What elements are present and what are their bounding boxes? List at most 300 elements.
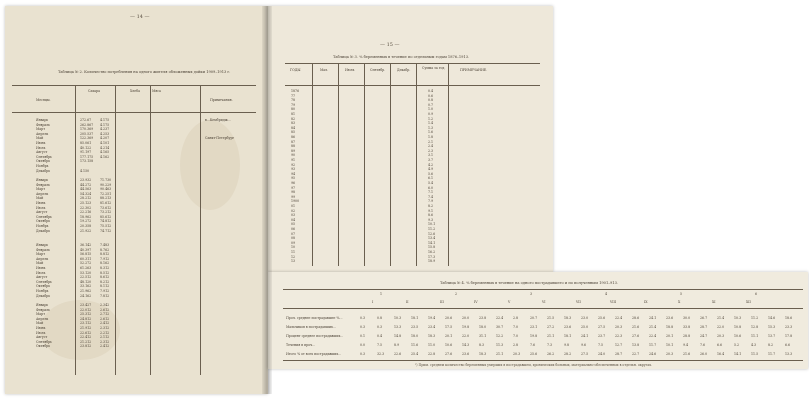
year-label: 01 xyxy=(291,204,296,208)
group-header: 6 xyxy=(755,292,758,296)
year-label: 86 xyxy=(291,135,296,139)
month-label: Июнь xyxy=(36,201,46,205)
year-label: 82 xyxy=(291,116,296,121)
year-label: 04 xyxy=(291,217,296,222)
table-cell: 24.812 xyxy=(80,316,92,321)
table-cell: 2.112 xyxy=(100,335,110,340)
table-cell: 205.537 xyxy=(80,131,94,136)
table-cell: 25.6 xyxy=(598,316,606,320)
month-label: Сентябрь xyxy=(36,279,52,284)
table-cell: 11.1 xyxy=(751,334,759,338)
year-label: 83 xyxy=(291,121,296,126)
mid-header-4: Декабр. xyxy=(397,68,411,72)
sum-cell: 17.3 xyxy=(428,254,436,259)
sum-cell: 14.1 xyxy=(428,240,436,245)
table-vrule xyxy=(312,63,313,266)
table-cell: 4.165 xyxy=(100,150,110,155)
table-cell: 21.912 xyxy=(80,326,92,330)
year-label: 97 xyxy=(291,185,296,190)
sum-cell: 1.4 xyxy=(428,121,434,126)
table-rule xyxy=(283,289,803,290)
table-cell: 19.4 xyxy=(428,316,436,320)
table-cell: 10.3 xyxy=(394,316,402,320)
sum-cell: 1.2 xyxy=(428,116,434,121)
year-label: 79 xyxy=(291,102,296,107)
month-label: Январь xyxy=(36,178,49,182)
left-header-notes: Примечания. xyxy=(210,98,233,102)
table-cell: 18.8 xyxy=(666,325,674,329)
table-cell: 21.922 xyxy=(80,228,92,233)
table-rule xyxy=(285,85,540,86)
note-cell: в...Кембридж... xyxy=(205,118,231,122)
sum-cell: 4.9 xyxy=(428,167,434,172)
table-cell: 18.1 xyxy=(564,334,572,338)
month-label: Июль xyxy=(36,205,46,210)
sum-cell: 18.9 xyxy=(428,259,436,264)
month-label: Ноябрь xyxy=(36,164,49,168)
sum-cell: 7.9 xyxy=(428,199,434,204)
table-cell: 20.1 xyxy=(445,334,453,338)
table-cell: 14.3 xyxy=(462,343,470,347)
year-label: 06 xyxy=(291,227,296,231)
table-cell: 2.312 xyxy=(100,326,110,330)
table-cell: 2.212 xyxy=(100,330,110,335)
table-cell: 13.3 xyxy=(394,325,402,329)
table-cell: 9.4 xyxy=(683,343,689,347)
table-cell: 8.812 xyxy=(100,252,110,257)
table-cell: 19.8 xyxy=(462,325,470,329)
row-label: Процент среднее пострадавших... xyxy=(286,334,344,338)
table-cell: 24.1 xyxy=(649,316,657,320)
table-cell: 30.0 xyxy=(683,316,691,320)
table-cell: 24.1 xyxy=(581,334,589,338)
table-cell: 90.229 xyxy=(100,182,112,187)
table-cell: 23.112 xyxy=(80,321,92,326)
mid-header-sum: Сумма за год. xyxy=(422,66,446,70)
table-cell: 22.0 xyxy=(462,334,470,338)
table-cell: 24.7 xyxy=(700,334,708,338)
sum-cell: 0.9 xyxy=(428,112,434,116)
table-cell: 11.7 xyxy=(768,352,776,356)
row-label: Итого % от всех пострадавших... xyxy=(286,352,342,356)
month-label: Сентябрь xyxy=(36,339,52,344)
column-header: X xyxy=(678,300,681,304)
sum-cell: 10.1 xyxy=(428,222,436,227)
table-cell: 2.8 xyxy=(513,316,519,320)
group-header: 4 xyxy=(605,292,608,296)
group-header: 5 xyxy=(680,292,683,296)
month-label: Июль xyxy=(36,270,46,275)
table-cell: 22.612 xyxy=(80,330,92,335)
table-cell: 14.1 xyxy=(734,352,742,356)
table-cell: 18.3 xyxy=(428,334,436,338)
book-gutter xyxy=(262,6,272,394)
table-cell: 23.8 xyxy=(479,316,487,320)
table-cell: 48.120 xyxy=(80,279,92,284)
table-cell: 9.6 xyxy=(581,343,587,347)
table-cell: 14.8 xyxy=(394,334,402,338)
year-label: 95 xyxy=(291,176,296,181)
table-cell: 8.112 xyxy=(100,284,110,289)
month-label: Февраль xyxy=(36,182,51,187)
year-label: 11 xyxy=(291,250,296,254)
fold-footnote: ¹) Прим. среднем количество беременных умерших в пострадавшем, хронических больных, материально-обеспеченных в отдельн. округах. xyxy=(415,363,653,367)
table-cell: 0.3 xyxy=(360,325,366,329)
month-label: Май xyxy=(36,136,44,141)
table-cell: 25.4 xyxy=(411,352,419,356)
table-cell: 20.7 xyxy=(530,316,538,320)
table-cell: 26.2 xyxy=(547,352,555,356)
table-cell: 20.3 xyxy=(513,352,521,356)
table-cell: 20.3 xyxy=(717,334,725,338)
table-cell: 54.324 xyxy=(80,191,92,196)
table-cell: 12.7 xyxy=(615,343,623,347)
table-vrule xyxy=(115,85,116,375)
month-label: Март xyxy=(36,187,45,192)
table-cell: 8.212 xyxy=(100,279,110,284)
table-cell: 11.7 xyxy=(649,343,657,347)
table-cell: 7.6 xyxy=(530,343,536,347)
table-cell: 22.302 xyxy=(80,205,92,210)
table-cell: 4.162 xyxy=(100,154,110,159)
table-cell: 81.612 xyxy=(100,201,112,205)
table-cell: 23.1 xyxy=(530,325,538,329)
month-label: Декабрь xyxy=(36,293,51,298)
month-label: Февраль xyxy=(36,247,51,252)
table-cell: 4.207 xyxy=(100,136,110,141)
table-cell: 22.8 xyxy=(428,352,436,356)
table-vrule xyxy=(448,63,449,266)
table-cell: 11.5 xyxy=(751,352,759,356)
table-cell: 13.8 xyxy=(632,343,640,347)
table-cell: 40.122 xyxy=(80,145,92,150)
year-label: 99 xyxy=(291,194,296,199)
table-cell: 122.369 xyxy=(80,136,94,141)
table-cell: 26.7 xyxy=(700,316,708,320)
year-label: 81 xyxy=(291,112,296,116)
table-cell: 7.6 xyxy=(700,343,706,347)
month-label: Август xyxy=(36,275,48,280)
table-cell: 0.1 xyxy=(360,334,366,338)
left-header-sugar: Сахара xyxy=(88,89,100,93)
table-cell: 7.3 xyxy=(547,343,553,347)
left-table-title: Таблица № 2. Количество потребления на одного жителя обложенных дойки 1909–1913 г. xyxy=(58,70,231,74)
year-label: 87 xyxy=(291,139,296,144)
table-cell: 8.762 xyxy=(100,247,110,252)
table-cell: 0.3 xyxy=(360,352,366,356)
sum-cell: 0.6 xyxy=(428,93,434,98)
column-header: I xyxy=(372,300,374,304)
month-label: Ноябрь xyxy=(36,289,49,293)
table-cell: 2.342 xyxy=(100,303,110,307)
year-label: 1900 xyxy=(291,199,300,204)
month-label: Июнь xyxy=(36,326,46,330)
table-cell: 30.7 xyxy=(496,325,504,329)
table-cell: 20.0 xyxy=(462,316,470,320)
table-cell: 13.3 xyxy=(785,352,793,356)
month-label: Апрель xyxy=(36,131,49,136)
table-cell: 22.216 xyxy=(80,210,92,215)
table-vrule xyxy=(390,63,391,266)
row-label: Мальчиков в пострадавших... xyxy=(286,325,336,329)
table-cell: 2.712 xyxy=(100,312,110,317)
table-cell: 23.812 xyxy=(80,344,92,349)
table-cell: 27.5 xyxy=(598,325,606,329)
table-cell: 12.8 xyxy=(751,325,759,329)
left-header-meat: Мяса xyxy=(152,89,161,93)
table-rule xyxy=(12,112,256,113)
table-cell: 6.6 xyxy=(785,343,791,347)
table-cell: 0.3 xyxy=(360,316,366,320)
foldout-page xyxy=(268,272,808,369)
table-cell: 33.162 xyxy=(80,284,92,289)
table-cell: 9.8 xyxy=(564,343,570,347)
column-header: VII xyxy=(576,300,581,304)
table-cell: 173.158 xyxy=(80,159,94,164)
column-header: VI xyxy=(542,300,546,304)
table-cell: 21.5 xyxy=(547,316,555,320)
group-header: 3 xyxy=(530,292,533,296)
table-cell: 10.6 xyxy=(445,343,453,347)
year-label: 93 xyxy=(291,167,296,172)
year-label: 10 xyxy=(291,245,296,250)
table-cell: 22.6 xyxy=(394,352,402,356)
table-cell: 28.6 xyxy=(632,316,640,320)
table-cell: 4.101 xyxy=(100,141,110,145)
table-cell: 21.4 xyxy=(717,316,725,320)
table-cell: 28.2 xyxy=(564,352,572,356)
table-cell: 22.412 xyxy=(80,335,92,340)
middle-table-title: Таблица № 3. % беременных в течение по отдельным годам 1876–1913. xyxy=(333,55,470,59)
table-cell: 7.5 xyxy=(377,343,383,347)
table-cell: 21.6 xyxy=(683,352,691,356)
table-cell: 8.2 xyxy=(768,343,774,347)
table-cell: 19.8 xyxy=(530,334,538,338)
table-cell: 18.1 xyxy=(411,316,419,320)
month-label: Август xyxy=(36,335,48,340)
table-cell: 11.2 xyxy=(751,316,759,320)
month-label: Октябрь xyxy=(36,284,51,289)
group-header: 1 xyxy=(380,292,383,296)
table-cell: 7.812 xyxy=(100,293,110,298)
table-vrule xyxy=(338,63,339,266)
table-cell: 4.3 xyxy=(751,343,757,347)
table-cell: 23.6 xyxy=(666,316,674,320)
table-cell: 0.0 xyxy=(360,343,366,347)
month-label: Октябрь xyxy=(36,159,51,164)
sum-cell: 15.8 xyxy=(428,245,436,250)
table-cell: 18.6 xyxy=(785,316,793,320)
table-cell: 72.251 xyxy=(100,191,112,196)
sum-cell: 3.7 xyxy=(428,158,434,162)
month-label: Декабрь xyxy=(36,228,51,233)
month-label: Ноябрь xyxy=(36,224,49,228)
table-rule xyxy=(285,63,540,64)
year-label: 96 xyxy=(291,181,296,185)
sum-cell: 3.1 xyxy=(428,153,434,158)
table-cell: 74.812 xyxy=(100,219,112,224)
table-cell: 22.3 xyxy=(615,334,623,338)
sum-cell: 6.0 xyxy=(428,185,434,190)
table-cell: 23.4 xyxy=(428,325,436,329)
column-header: IX xyxy=(644,300,648,304)
table-cell: 73.612 xyxy=(100,205,112,210)
year-label: 98 xyxy=(291,190,296,195)
table-cell: 24.0 xyxy=(598,352,606,356)
table-cell: 170.369 xyxy=(80,127,94,132)
year-label: 09 xyxy=(291,240,296,245)
sum-cell: 12.6 xyxy=(428,231,436,236)
column-header: III xyxy=(440,300,444,304)
sum-cell: 7.1 xyxy=(428,190,434,195)
table-cell: 7.5 xyxy=(598,343,604,347)
table-cell: 0.4 xyxy=(377,334,383,338)
month-label: Сентябрь xyxy=(36,214,52,219)
table-cell: 10.1 xyxy=(666,343,674,347)
month-label: Июль xyxy=(36,330,46,335)
sum-cell: 1.0 xyxy=(428,107,434,112)
table-cell: 22.4 xyxy=(615,316,623,320)
table-cell: 8.9 xyxy=(394,343,400,347)
table-cell: 21.1 xyxy=(547,334,555,338)
table-cell: 21.212 xyxy=(80,339,92,344)
table-cell: 26.0 xyxy=(700,352,708,356)
table-vrule xyxy=(200,85,201,375)
table-cell: 272.67 xyxy=(80,118,92,122)
year-label: 07 xyxy=(291,231,296,236)
table-cell: 8.312 xyxy=(100,266,110,270)
left-header-months: Месяцы. xyxy=(36,98,51,102)
year-label: 1876 xyxy=(291,89,300,93)
table-vrule xyxy=(416,63,417,266)
year-label: 92 xyxy=(291,162,296,167)
table-cell: 85.612 xyxy=(100,214,112,219)
year-label: 89 xyxy=(291,148,296,153)
table-cell: 22.4 xyxy=(496,316,504,320)
table-cell: 20.3 xyxy=(666,352,674,356)
table-cell: 7.912 xyxy=(100,289,110,293)
table-cell: 25.312 xyxy=(80,312,92,317)
table-cell: 10.8 xyxy=(734,325,742,329)
table-cell: 12.2 xyxy=(496,334,504,338)
middle-page xyxy=(268,6,553,272)
year-label: 94 xyxy=(291,171,296,176)
month-label: Октябрь xyxy=(36,219,51,224)
column-header: II xyxy=(406,300,409,304)
table-cell: 27.5 xyxy=(581,352,589,356)
sum-cell: 6.1 xyxy=(428,176,434,181)
table-cell: 2.612 xyxy=(100,307,110,312)
table-cell: 6.6 xyxy=(717,343,723,347)
table-cell: 23.6 xyxy=(564,325,572,329)
month-label: Январь xyxy=(36,243,49,247)
column-header: XI xyxy=(712,300,716,304)
note-cell: Санкт-Петербург xyxy=(205,136,235,141)
table-cell: 4.175 xyxy=(100,122,110,127)
table-cell: 11.3 xyxy=(496,343,504,347)
year-label: 85 xyxy=(291,130,296,135)
month-label: Март xyxy=(36,127,45,132)
table-cell: 22.4 xyxy=(649,334,657,338)
table-cell: 7.483 xyxy=(100,243,110,247)
month-label: Январь xyxy=(36,118,49,122)
month-label: Май xyxy=(36,196,44,201)
table-cell: 22.512 xyxy=(80,275,92,280)
year-label: 12 xyxy=(291,254,296,259)
mid-header-3: Сентябр. xyxy=(370,68,386,72)
year-label: 13 xyxy=(291,259,296,264)
middle-page-number: — 15 — xyxy=(380,42,400,48)
table-cell: 8.512 xyxy=(100,270,110,275)
table-cell: 7.0 xyxy=(513,325,519,329)
sum-cell: 0.4 xyxy=(428,89,434,93)
table-cell: 24.162 xyxy=(80,293,92,298)
month-label: Июнь xyxy=(36,141,46,145)
year-label: 02 xyxy=(291,208,296,213)
month-label: Июль xyxy=(36,145,46,150)
table-cell: 16.4 xyxy=(717,352,725,356)
column-header: V xyxy=(508,300,511,304)
table-cell: 2.412 xyxy=(100,321,110,326)
table-cell: 28.7 xyxy=(615,352,623,356)
table-cell: 13.7 xyxy=(768,334,776,338)
row-label: Проч. среднее пострадавшее %... xyxy=(286,316,343,320)
table-cell: 25.0 xyxy=(581,325,589,329)
table-cell: 10.6 xyxy=(734,334,742,338)
sum-cell: 2.3 xyxy=(428,148,434,153)
sum-cell: 13.4 xyxy=(428,236,436,241)
table-cell: 8.3 xyxy=(479,343,485,347)
table-cell: 90.463 xyxy=(100,187,112,192)
sum-cell: 1.3 xyxy=(428,125,434,130)
table-cell: 23.6 xyxy=(462,352,470,356)
sum-cell: 5.4 xyxy=(428,181,434,185)
table-cell: 23.3 xyxy=(785,325,793,329)
year-label: 08 xyxy=(291,236,296,241)
table-cell: 7.912 xyxy=(100,256,110,261)
month-label: Октябрь xyxy=(36,344,51,349)
table-cell: 27.6 xyxy=(632,334,640,338)
table-cell: 28.8 xyxy=(683,334,691,338)
table-cell: 61.263 xyxy=(80,266,92,270)
year-label: 88 xyxy=(291,144,296,149)
table-cell: 0.8 xyxy=(377,316,383,320)
table-cell: 23.427 xyxy=(80,303,92,307)
table-cell: 21.1 xyxy=(496,352,504,356)
table-cell: 7.0 xyxy=(513,334,519,338)
year-label: 80 xyxy=(291,107,296,112)
month-label: Август xyxy=(36,210,48,215)
table-cell: 18.3 xyxy=(479,352,487,356)
month-label: Февраль xyxy=(36,307,51,312)
left-page-number: — 14 — xyxy=(130,14,150,20)
table-cell: 44.272 xyxy=(80,182,92,187)
group-header: 2 xyxy=(455,292,458,296)
month-label: Май xyxy=(36,261,44,266)
table-cell: 91.197 xyxy=(80,150,92,155)
sum-cell: 4.2 xyxy=(428,162,434,167)
table-cell: 21.4 xyxy=(649,325,657,329)
table-cell: 10.3 xyxy=(734,316,742,320)
table-cell: 36.142 xyxy=(80,243,92,247)
table-cell: 23.0 xyxy=(581,316,589,320)
sum-cell: 11.2 xyxy=(428,227,436,231)
table-cell: 27.2 xyxy=(547,325,555,329)
month-label: Июнь xyxy=(36,266,46,270)
sum-cell: 1.8 xyxy=(428,135,434,139)
table-cell: 44.563 xyxy=(80,187,92,192)
table-rule xyxy=(283,308,803,309)
